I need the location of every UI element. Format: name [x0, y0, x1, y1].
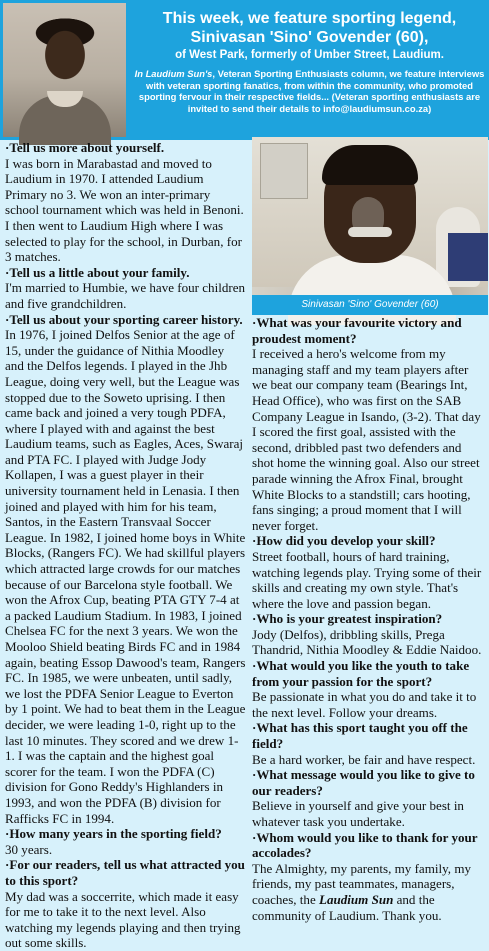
question: ·Tell us a little about your family.	[5, 264, 190, 280]
question: ·Tell us about your sporting career history.	[5, 311, 243, 327]
answer: Be passionate in what you do and take it to the next level. Follow your dreams.	[252, 689, 477, 720]
right-column	[252, 315, 486, 923]
publication-name: In Laudium Sun's	[134, 68, 213, 79]
headline-line1: This week, we feature sporting legend,	[162, 10, 457, 27]
answer: Be a hard worker, be fair and have respect.	[252, 751, 476, 767]
headline-location: of West Park, formerly of Umber Street, Laudium.	[175, 49, 444, 61]
left-column	[5, 140, 246, 951]
answer: Jody (Delfos), dribbling skills, Prega Thandrid, Nithia Moodley & Eddie Naidoo.	[252, 626, 482, 658]
answer: In 1976, I joined Delfos Senior at the age of 15, under the guidance of Nithia Moodley and the Delfos legends. I played in the Jhb League, doing very well, but the League was stopped due to the Soweto uprising. I then came back and joined a very tough PDFA, where I played with and against the best Laudium teams, such as Eagles, Aces, Swaraj and PTA FC. I played with Judge Jody Kollapen, I was a guest player in their university tournament held in Lenasia. I then joined and played with him for his team, Santos, in the Eastern Transvaal Soccer League. In 1982, I joined home boys in White Blocks, (Rangers FC). We had skillful players which attracted large crowds for our matches because of our Barcelona style football. We won the Afrox Cup, beating PTA GTY 7-4 at a packed Laudium Stadium. In 1983, I joined Chelsea FC for the next 3 years. We won the Mooloo Shield beating Birds FC and in 1984 again, beating Essop Dawood's team, Rangers FC. In 1985, we were unbeaten, until sadly, we lost the PDFA Senior League to Everton by 1 point. We had to beat them in the League decider, we were leading 1-0, right up to the last 10 minutes. They scored and we drew 1-1. I was the captain and the highest goal scorer for the team. I won the PDFA (C) division for Gono Reddy's Highlanders in 1993, and won the PDFA (B) division for Rafficks FC in 1994.	[5, 327, 246, 826]
publication-name: Laudium Sun	[319, 891, 394, 907]
headline-name: Sinivasan 'Sino' Govender (60),	[190, 29, 429, 46]
header-portrait-photo	[3, 3, 126, 137]
answer	[252, 861, 486, 923]
question: ·For our readers, tell us what attracted you to this sport?	[5, 857, 245, 888]
question: ·How many years in the sporting field?	[5, 826, 222, 842]
header-text-block	[130, 0, 489, 140]
column-intro	[130, 68, 489, 114]
answer: Believe in yourself and give your best in whatever task you undertake.	[252, 798, 464, 829]
article-header	[0, 0, 489, 140]
photo-hair	[322, 145, 418, 185]
intro-note: (Veteran sporting enthusiasts are invited to send their details to info@laudiumsun.co.za)	[187, 91, 481, 114]
answer: 30 years.	[5, 841, 53, 857]
intro-text: , Veteran Sporting Enthusiasts column, we feature interviews with veteran sporting fanatics, from within the community, who promoted sporting fervour in their respective fields...	[138, 68, 485, 103]
photo-caption: Sinivasan 'Sino' Govender (60)	[252, 295, 488, 315]
question: ·What was your favourite victory and proudest moment?	[252, 315, 462, 346]
photo-chair	[448, 233, 488, 281]
question: ·What message would you like to give to our readers?	[252, 767, 475, 798]
answer: Street football, hours of hard training, watching legends play. Trying some of their skills and creating my own style. That's where the love and passion began.	[252, 548, 482, 611]
answer: I was born in Marabastad and moved to Laudium in 1970. I attended Laudium Primary no 3. We won an inter-primary school tournament which was held in Benoni. I then went to Laudium High where I was selected to play for the school, in Durban, for 3 matches.	[5, 155, 244, 265]
question: ·What would you like the youth to take from your passion for the sport?	[252, 658, 470, 689]
interviewee-photo	[252, 137, 488, 315]
question: ·What has this sport taught you off the field?	[252, 720, 468, 752]
answer-text: The Almighty, my parents, my family, my friends, my past teammates, managers, coaches, the	[252, 860, 471, 907]
question: ·Who is your greatest inspiration?	[252, 611, 443, 627]
photo-moustache	[348, 227, 392, 237]
answer: I received a hero's welcome from my managing staff and my team players after we beat our company team (Bearings Int, Head Office), who was first on the SAB Company League in Isando, (3-2). That day I scored the first goal, assisted with the second, dribbled past two defenders and shot home the winning goal. Also our street parade winning the Afrox Final, brought White Blocks to a standstill; cars hooting, fans singing; a proud moment that I will never forget.	[252, 346, 481, 533]
question: ·Tell us more about yourself.	[5, 140, 165, 155]
answer: I'm married to Humbie, we have four children and five grandchildren.	[5, 280, 246, 311]
question: ·How did you develop your skill?	[252, 533, 436, 549]
answer-text: and the community of Laudium. Thank you.	[252, 891, 442, 923]
question: ·Whom would you like to thank for your accolades?	[252, 829, 478, 861]
photo-notice-board	[260, 143, 308, 199]
answer: My dad was a soccerrite, which made it easy for me to take it to the next level. Also watching my legends playing and then trying out some skills.	[5, 888, 241, 951]
